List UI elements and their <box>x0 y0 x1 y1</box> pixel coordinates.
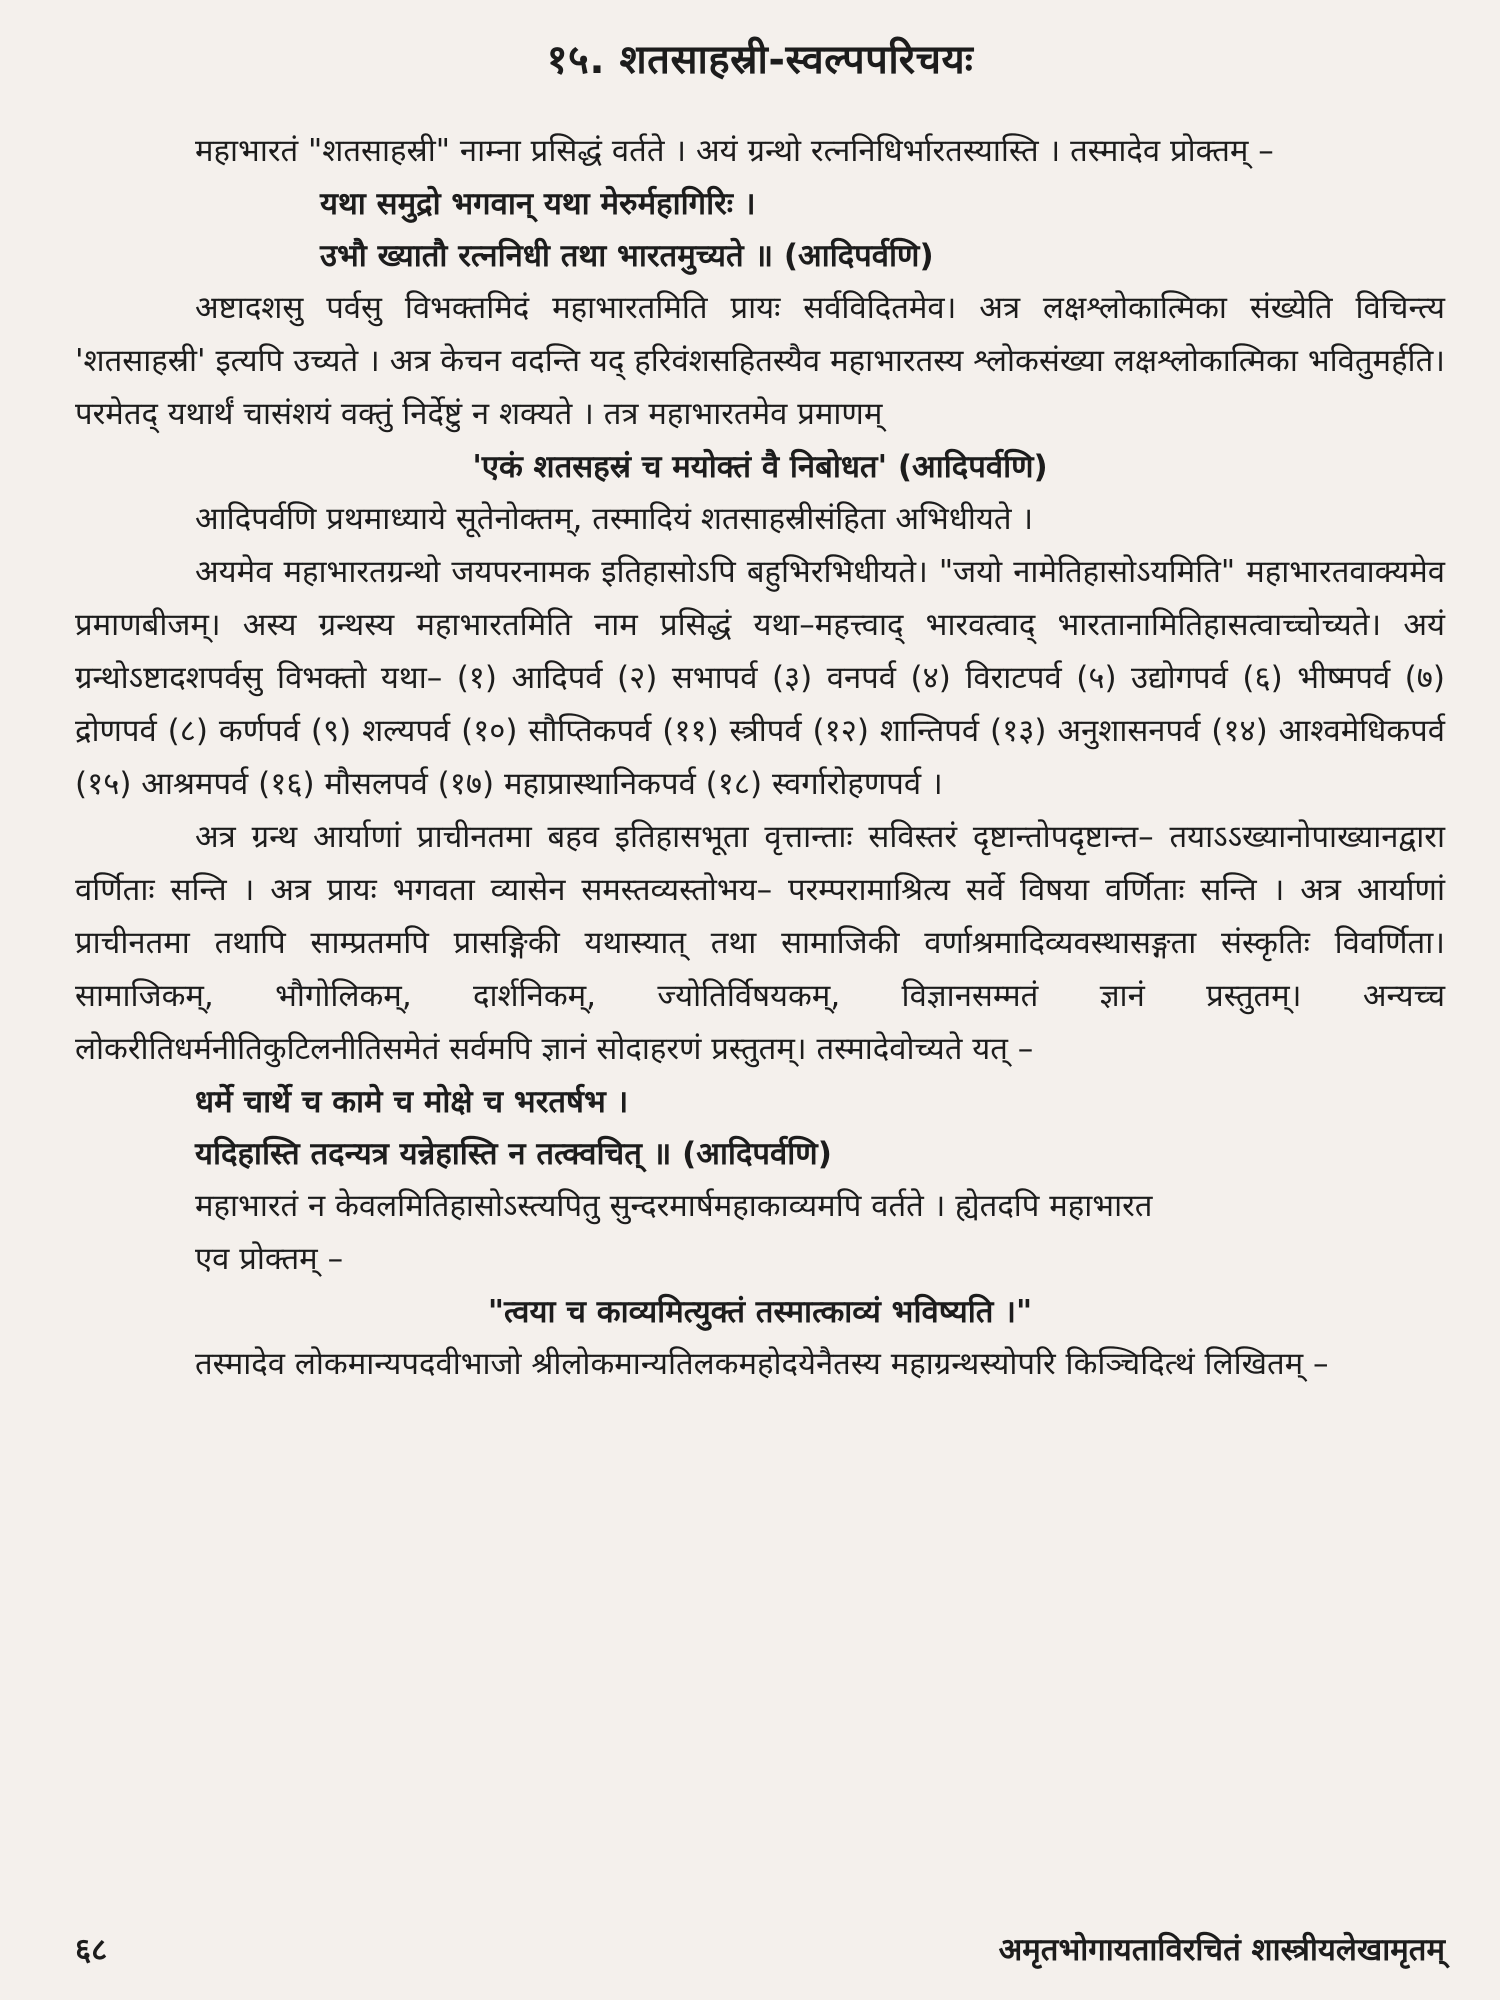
verse-line-1: यथा समुद्रो भगवान् यथा मेरुर्महागिरिः । <box>320 186 756 222</box>
verse-quote-1: 'एकं शतसहस्रं च मयोक्तं वै निबोधत' (आदिपर्वणि) <box>472 449 1048 485</box>
verse-line-3: धर्मे चार्थे च कामे च मोक्षे च भरतर्षभ । <box>195 1084 629 1120</box>
page-number: ६८ <box>75 1932 108 1968</box>
verse-line-4: यदिहास्ति तदन्यत्र यन्नेहास्ति न तत्क्वचित् ॥ (आदिपर्वणि) <box>195 1136 832 1172</box>
verse-quote-2: "त्वया च काव्यमित्युक्तं तस्मात्काव्यं भविष्यति ।" <box>487 1294 1033 1330</box>
paragraph-7: एव प्रोक्तम् – <box>195 1241 344 1277</box>
paragraph-6: महाभारतं न केवलमितिहासोऽस्त्यपितु सुन्दरमार्षमहाकाव्यमपि वर्तते । ह्येतदपि महाभारत <box>195 1188 1153 1224</box>
paragraph-3: आदिपर्वणि प्रथमाध्याये सूतेनोक्तम्, तस्मादियं शतसाहस्रीसंहिता अभिधीयते । <box>195 501 1034 537</box>
paragraph-8: तस्मादेव लोकमान्यपदवीभाजो श्रीलोकमान्यतिलकमहोदयेनैतस्य महाग्रन्थस्योपरि किञ्चिदित्थं लिखितम् – <box>195 1346 1329 1382</box>
paragraph-2: अष्टादशसु पर्वसु विभक्तमिदं महाभारतमिति प्रायः सर्वविदितमेव। अत्र लक्षश्लोकात्मिका संख्येति विचिन्त्य 'शतसाहस्री' इत्यपि उच्यते । अत्र केचन वदन्ति यद् हरिवंशसहितस्यैव महाभारतस्य श्लोकसंख्या लक्षश्लोकात्मिका भवितुमर्हति। परमेतद् यथार्थं चासंशयं वक्तुं निर्देष्टुं न शक्यते । तत्र महाभारतमेव प्रमाणम् <box>75 290 1445 432</box>
book-title: अमृतभोगायताविरचितं शास्त्रीयलेखामृतम् <box>998 1932 1445 1968</box>
paragraph-4: अयमेव महाभारतग्रन्थो जयपरनामक इतिहासोऽपि बहुभिरभिधीयते। "जयो नामेतिहासोऽयमिति" महाभारतवाक्यमेव प्रमाणबीजम्। अस्य ग्रन्थस्य महाभारतमिति नाम प्रसिद्धं यथा–महत्त्वाद् भारवत्वाद् भारतानामितिहासत्वाच्चोच्यते। अयं ग्रन्थोऽष्टादशपर्वसु विभक्तो यथा– (१) आदिपर्व (२) सभापर्व (३) वनपर्व (४) विराटपर्व (५) उद्योगपर्व (६) भीष्मपर्व (७) द्रोणपर्व (८) कर्णपर्व (९) शल्यपर्व (१०) सौप्तिकपर्व (११) स्त्रीपर्व (१२) शान्तिपर्व (१३) अनुशासनपर्व (१४) आश्वमेधिकपर्व (१५) आश्रमपर्व (१६) मौसलपर्व (१७) महाप्रास्थानिकपर्व (१८) स्वर्गारोहणपर्व । <box>75 554 1445 802</box>
page-footer <box>75 1928 1445 1970</box>
chapter-title: १५. शतसाहस्री-स्वल्पपरिचयः <box>546 37 974 83</box>
verse-line-2: उभौ ख्यातौ रत्ननिधी तथा भारतमुच्यते ॥ (आदिपर्वणि) <box>320 238 934 274</box>
paragraph-5: अत्र ग्रन्थ आर्याणां प्राचीनतमा बहव इतिहासभूता वृत्तान्ताः सविस्तरं दृष्टान्तोपदृष्टान्त– तयाऽऽख्यानोपाख्यानद्वारा वर्णिताः सन्ति । अत्र प्रायः भगवता व्यासेन समस्तव्यस्तोभय– परम्परामाश्रित्य सर्वे विषया वर्णिताः सन्ति । अत्र आर्याणां प्राचीनतमा तथापि साम्प्रतमपि प्रासङ्गिकी यथास्यात् तथा सामाजिकी वर्णाश्रमादिव्यवस्थासङ्गता संस्कृतिः विवर्णिता। सामाजिकम्, भौगोलिकम्, दार्शनिकम्, ज्योतिर्विषयकम्, विज्ञानसम्मतं ज्ञानं प्रस्तुतम्। अन्यच्च लोकरीतिधर्मनीतिकुटिलनीतिसमेतं सर्वमपि ज्ञानं सोदाहरणं प्रस्तुतम्। तस्मादेवोच्यते यत् – <box>75 819 1445 1067</box>
paragraph-1: महाभारतं "शतसाहस्री" नाम्ना प्रसिद्धं वर्तते । अयं ग्रन्थो रत्ननिधिर्भारतस्यास्ति । तस्मादेव प्रोक्तम् – <box>195 133 1274 169</box>
